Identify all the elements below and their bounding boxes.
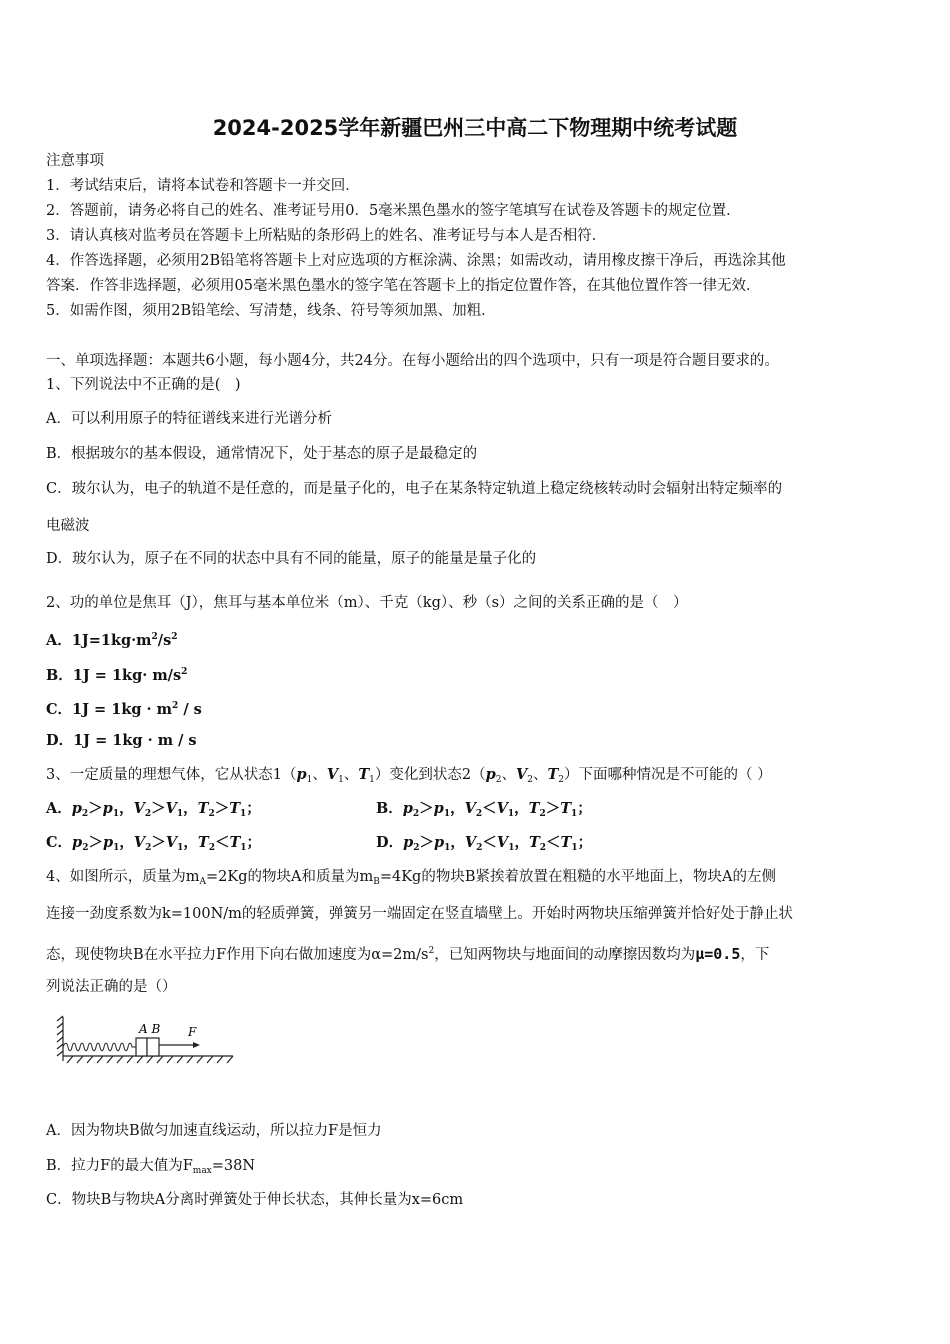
q3-option-a: A．$p_2>p_1$，$V_2>V_1$，$T_2>T_1$； xyxy=(46,800,261,819)
block-b xyxy=(147,1038,159,1056)
notice-item: 3．请认真核对监考员在答题卡上所粘贴的条形码上的姓名、准考证号与本人是否相符． xyxy=(46,228,607,244)
q2-stem: 2、功的单位是焦耳（J），焦耳与基本单位米（m）、千克（kg）、秒（s）之间的关系正确的是（ ） xyxy=(46,595,688,611)
q4-stem-line1: 4、如图所示，质量为$m_A=2Kg$的物块A和质量为$m_B=4Kg$的物块B紧挨着放置在粗糙的水平地面上，物块A的左侧 xyxy=(46,869,776,887)
section-heading: 一、单项选择题：本题共6小题，每小题4分，共24分。在每小题给出的四个选项中，只有一项是符合题目要求的。 xyxy=(46,353,779,369)
q1-option-a: A．可以利用原子的特征谱线来进行光谱分析 xyxy=(46,411,332,427)
notice-item: 4．作答选择题，必须用2B铅笔将答题卡上对应选项的方框涂满、涂黑；如需改动，请用橡皮擦干净后，再选涂其他 xyxy=(46,253,786,269)
q1-option-d: D．玻尔认为，原子在不同的状态中具有不同的能量，原子的能量是量子化的 xyxy=(46,551,537,567)
page-title: 2024-2025学年新疆巴州三中高二下物理期中统考试题 xyxy=(212,116,738,140)
q4-option-c: C．物块B与物块A分离时弹簧处于伸长状态，其伸长量为x=6cm xyxy=(46,1192,464,1208)
q2-option-d: D．1J = 1kg · m / s xyxy=(46,732,197,749)
q4-option-b: B．拉力F的最大值为$F_{max}=38N$ xyxy=(46,1158,256,1176)
q1-option-c: C．玻尔认为，电子的轨道不是任意的，而是量子化的，电子在某条特定轨道上稳定绕核转动时会辐射出特定频率的 xyxy=(46,481,783,497)
q4-stem-line2: 连接一劲度系数为k=100N/m的轻质弹簧，弹簧另一端固定在竖直墙壁上。开始时两物块压缩弹簧并恰好处于静止状 xyxy=(46,906,793,922)
spring-block-figure xyxy=(55,1013,237,1065)
q3-option-d: D．$p_2>p_1$，$V_2<V_1$，$T_2<T_1$； xyxy=(376,834,593,853)
q3-option-c: C．$p_2>p_1$，$V_2>V_1$，$T_2<T_1$； xyxy=(46,834,262,853)
q1-stem: 1、下列说法中不正确的是( ) xyxy=(46,377,241,393)
q1-option-c-cont: 电磁波 xyxy=(46,518,90,534)
q3-option-b: B．$p_2>p_1$，$V_2<V_1$，$T_2>T_1$； xyxy=(376,800,592,819)
notice-item: 1．考试结束后，请将本试卷和答题卡一并交回． xyxy=(46,178,360,194)
q4-stem-line3: 态，现使物块B在水平拉力F作用下向右做加速度为$\alpha=2m/s^2$，已知两物块与地面间的动摩擦因数均为μ=0.5，下 xyxy=(46,945,770,963)
spring xyxy=(63,1043,136,1051)
q2-option-a: A．$1J=1kg\cdot m^2/s^2$ xyxy=(46,632,178,649)
q2-option-b: B．$1J = 1kg\cdot m/s^2$ xyxy=(46,667,188,684)
q2-option-c: C．$1J = 1kg \cdot m^2 / s$ xyxy=(46,701,202,718)
notice-heading: 注意事项 xyxy=(46,153,104,169)
block-a xyxy=(136,1038,147,1056)
notice-item: 2．答题前，请务必将自己的姓名、准考证号用0．5毫米黑色墨水的签字笔填写在试卷及答题卡的规定位置． xyxy=(46,203,741,219)
label-f: F xyxy=(188,1025,197,1039)
force-arrowhead xyxy=(193,1042,200,1048)
q1-option-b: B．根据玻尔的基本假设，通常情况下，处于基态的原子是最稳定的 xyxy=(46,446,478,462)
q4-stem-line4: 列说法正确的是（） xyxy=(46,979,177,995)
label-ab: A B xyxy=(139,1022,161,1036)
ground xyxy=(63,1056,233,1063)
q3-stem: 3、一定质量的理想气体，它从状态$1(p_1$、$V_1$、$T_1$）变化到状态$2(p_2$、$V_2$、$T_2$）下面哪种情况是不可能的（ ） xyxy=(46,766,772,785)
wall xyxy=(57,1016,63,1061)
notice-item: 答案．作答非选择题，必须用05毫米黑色墨水的签字笔在答题卡上的指定位置作答，在其他位置作答一律无效． xyxy=(46,278,761,294)
notice-item: 5．如需作图，须用2B铅笔绘、写清楚，线条、符号等须加黑、加粗． xyxy=(46,303,496,319)
q4-option-a: A．因为物块B做匀加速直线运动，所以拉力F是恒力 xyxy=(46,1123,382,1139)
